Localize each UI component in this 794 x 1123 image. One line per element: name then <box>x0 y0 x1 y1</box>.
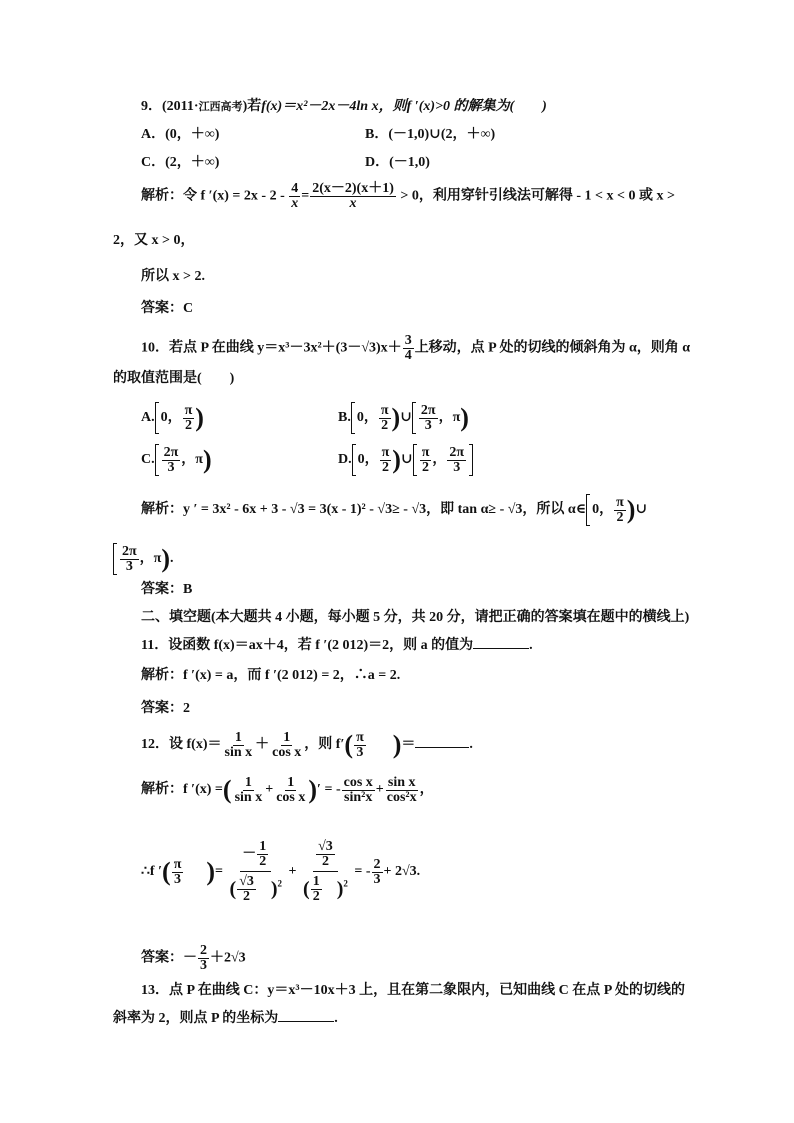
q12-answer-blank[interactable] <box>415 747 469 748</box>
q10-solution: 解析：y ′ = 3x² - 6x + 3 - √3 = 3(x - 1)² - √3≥ - √3，即 tan α≥ - √3，所以 α∈ 0， $\frac{\pi}{2}$ )∪ <box>141 494 648 525</box>
q9-option-a: A．(0，＋∞) <box>141 127 220 142</box>
q9-solution: 解析：令 f ′(x) = 2x - 2 - $\frac{4}{x}$ = $\frac{2(x-2)(x+1)}{x}$ > 0，利用穿针引线法可解得 - 1 < x < 0 或 x > <box>141 181 675 211</box>
q9-solution-line2: 2，又 x > 0， <box>113 233 195 248</box>
q9-option-d: D．(－1,0) <box>365 155 430 170</box>
q13-stem-line2: 斜率为 2，则点 P 的坐标为 . <box>113 1011 338 1026</box>
section2-title: 二、填空题(本大题共 4 小题，每小题 5 分，共 20 分，请把正确的答案填在题中的横线上) <box>141 610 690 625</box>
q11-answer: 答案：2 <box>141 701 190 716</box>
q13-answer-blank[interactable] <box>278 1021 334 1022</box>
q12-solution: 解析：f ′(x) =( $\frac{1}{\text{sin x}}$ + $\frac{1}{\text{cos x}}$ )′ = - $\frac{\text{cos x}}{\text{sin²x}}$ + $\frac{\text{sin x}}{\text{cos²x}}$ ， <box>141 774 434 805</box>
q13-stem-line1: 13．点 P 在曲线 C：y＝x³－10x＋3 上，且在第二象限内，已知曲线 C 在点 P 处的切线的 <box>141 983 685 998</box>
q12-big-fraction-2: $\frac{√3}{2}$ ( $\frac{1}{2}$ )$^2$ <box>303 839 348 904</box>
q9-solution-line3: 所以 x > 2. <box>141 269 205 284</box>
q10-option-b: B. 0， $\frac{\pi}{2}$ )∪ $\frac{2\pi}{3}$ ，π) <box>338 402 469 433</box>
q9-stem: 9．(2011·江西高考)若f(x)＝x²－2x－4ln x，则f ′(x)>0 的解集为( ) <box>141 99 547 114</box>
q10-option-d: D. 0， $\frac{\pi}{2}$ )∪ $\frac{\pi}{2}$ ， $\frac{2\pi}{3}$ <box>338 444 473 476</box>
q10-stem-line2: 的取值范围是( ) <box>113 371 235 386</box>
q10-answer: 答案：B <box>141 582 193 597</box>
q9-answer: 答案：C <box>141 301 194 316</box>
q10-stem: 10．若点 P 在曲线 y＝x³－3x²＋(3－√3)x＋ $\frac{3}{4}$ 上移动，点 P 处的切线的倾斜角为 α，则角 α <box>141 333 691 363</box>
q10-option-c: C. $\frac{2\pi}{3}$ ，π) <box>141 444 212 475</box>
q9-source: 江西高考 <box>198 101 243 113</box>
q10-solution-line2: $\frac{2\pi}{3}$ ，π). <box>113 543 174 575</box>
q9-option-b: B．(－1,0)∪(2，＋∞) <box>365 127 496 142</box>
q12-big-fraction-1: － $\frac{1}{2}$ ( $\frac{√3}{2}$ )$^2$ <box>229 839 283 904</box>
q12-calculation: ∴f ′( $\frac{\pi}{3}$ )= － $\frac{1}{2}$ ( $\frac{√3}{2}$ )$^2$ + $\frac{√3}{2}$ ( $\frac{1}{2}$ )$^2$ = - $\frac{2}{3}$ + 2√3. <box>141 839 421 904</box>
q12-answer: 答案：－ $\frac{2}{3}$ ＋2√3 <box>141 943 246 973</box>
q12-stem: 12．设 f(x)＝ $\frac{1}{\text{sin x}}$ ＋ $\frac{1}{\text{cos x}}$ ，则 f′( $\frac{\pi}{3}$ )＝ . <box>141 729 473 760</box>
q10-option-a: A. 0， $\frac{\pi}{2}$ ) <box>141 402 204 433</box>
q11-answer-blank[interactable] <box>473 648 529 649</box>
q11-stem: 11．设函数 f(x)＝ax＋4，若 f ′(2 012)＝2，则 a 的值为 . <box>141 638 533 653</box>
q11-solution: 解析：f ′(x) = a，而 f ′(2 012) = 2，∴a = 2. <box>141 668 401 683</box>
q9-option-c: C．(2，＋∞) <box>141 155 220 170</box>
